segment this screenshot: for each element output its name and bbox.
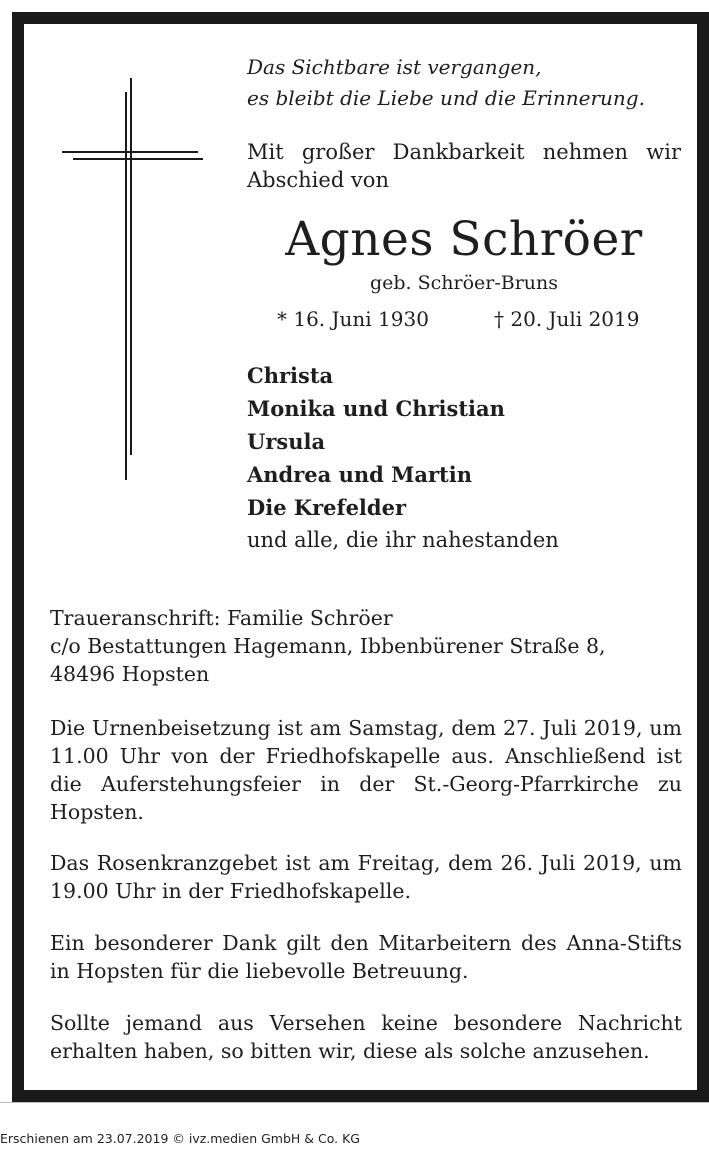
memorial-quote [247,52,645,114]
mourners-closing: und alle, die ihr nahestanden [247,528,559,552]
rosary-paragraph: Das Rosenkranzgebet ist am Freitag, dem 26. Juli 2019, um 19.00 Uhr in der Friedhofskapelle. [50,851,682,903]
mourner: Ursula [247,429,326,454]
mourner: Die Krefelder [247,495,407,520]
publication-footer: Erschienen am 23.07.2019 © ivz.medien GmbH & Co. KG [0,1131,360,1146]
divider [0,1102,709,1103]
notice-paragraph: Sollte jemand aus Versehen keine besondere Nachricht erhalten haben, so bitten wir, diese als solche anzusehen. [50,1011,682,1063]
obituary-frame [12,12,709,1102]
deceased-name: Agnes Schröer [285,212,643,267]
mourner: Monika und Christian [247,396,505,421]
intro-text: Mit großer Dankbarkeit nehmen wir Abschied von [247,140,681,192]
quote-line-2: es bleibt die Liebe und die Erinnerung. [247,86,645,110]
birth-name: geb. Schröer-Bruns [369,272,559,294]
mourner: Christa [247,363,334,388]
mourners-list [247,359,559,557]
address-line-1: Traueranschrift: Familie Schröer [50,606,393,630]
thanks-paragraph: Ein besonderer Dank gilt den Mitarbeitern des Anna-Stifts in Hopsten für die liebevolle Betreuung. [50,931,682,983]
birth-date: * 16. Juni 1930 [277,307,429,331]
address-line-3: 48496 Hopsten [50,662,210,686]
urn-burial-paragraph: Die Urnenbeisetzung ist am Samstag, dem 27. Juli 2019, um 11.00 Uhr von der Friedhofskapelle aus. Anschließend ist die Auferstehungsfeier in der St.-Georg-Pfarrkirche zu Hopsten. [50,716,682,824]
mourner: Andrea und Martin [247,462,472,487]
death-date: † 20. Juli 2019 [494,307,640,331]
address-line-2: c/o Bestattungen Hagemann, Ibbenbürener Straße 8, [50,634,606,658]
mourning-address [50,604,682,688]
quote-line-1: Das Sichtbare ist vergangen, [247,55,542,79]
